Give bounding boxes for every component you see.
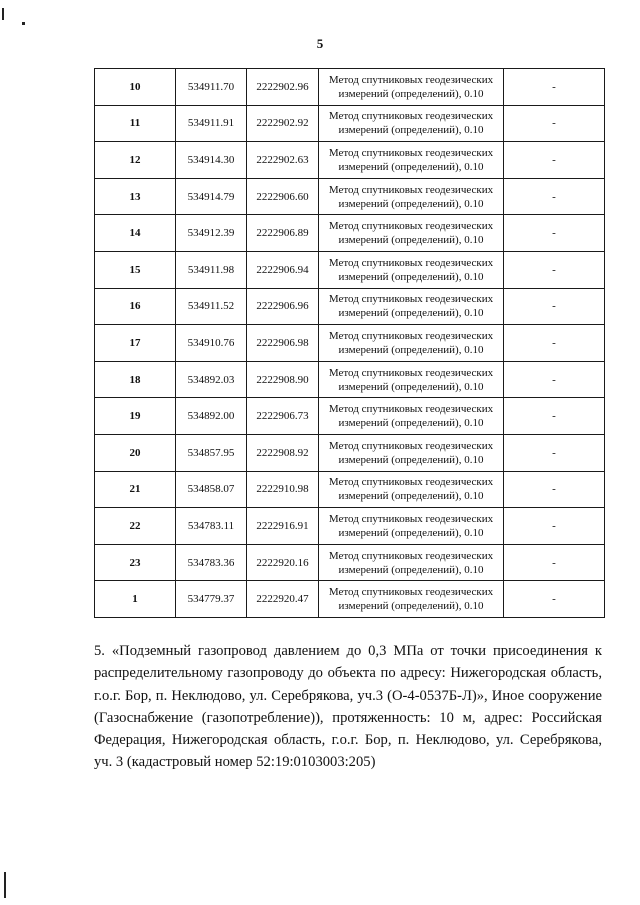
method-line-1: Метод спутниковых геодезических (328, 403, 494, 416)
method-line-2: измерений (определений), 0.10 (338, 87, 484, 100)
x-coordinate-cell: 534914.79 (176, 178, 247, 215)
method-line-1: Метод спутниковых геодезических (328, 73, 494, 86)
method-line-2: измерений (определений), 0.10 (338, 600, 484, 613)
mark-cell: - (504, 508, 605, 545)
method-line-1: Метод спутниковых геодезических (328, 146, 494, 159)
scan-edge-mark-bottom (4, 872, 6, 898)
method-cell (319, 361, 504, 398)
point-number-cell: 11 (95, 105, 176, 142)
x-coordinate-cell: 534911.70 (176, 69, 247, 106)
y-coordinate-cell: 2222902.63 (247, 142, 319, 179)
table-row (95, 544, 605, 581)
point-number-cell: 1 (95, 581, 176, 618)
y-coordinate-cell: 2222906.73 (247, 398, 319, 435)
table-row (95, 434, 605, 471)
x-coordinate-cell: 534783.36 (176, 544, 247, 581)
coordinates-table (94, 68, 605, 618)
table-row (95, 288, 605, 325)
method-line-1: Метод спутниковых геодезических (328, 293, 494, 306)
method-line-1: Метод спутниковых геодезических (328, 329, 494, 342)
y-coordinate-cell: 2222906.94 (247, 251, 319, 288)
table-row (95, 142, 605, 179)
point-number-cell: 19 (95, 398, 176, 435)
method-cell (319, 69, 504, 106)
method-line-1: Метод спутниковых геодезических (328, 476, 494, 489)
table-row (95, 325, 605, 362)
table-row (95, 508, 605, 545)
mark-cell: - (504, 215, 605, 252)
table-row (95, 581, 605, 618)
method-line-2: измерений (определений), 0.10 (338, 270, 484, 283)
x-coordinate-cell: 534914.30 (176, 142, 247, 179)
point-number-cell: 15 (95, 251, 176, 288)
mark-cell: - (504, 69, 605, 106)
mark-cell: - (504, 325, 605, 362)
y-coordinate-cell: 2222908.92 (247, 434, 319, 471)
method-cell (319, 398, 504, 435)
point-number-cell: 16 (95, 288, 176, 325)
method-cell (319, 581, 504, 618)
point-number-cell: 23 (95, 544, 176, 581)
method-cell (319, 178, 504, 215)
y-coordinate-cell: 2222916.91 (247, 508, 319, 545)
point-number-cell: 12 (95, 142, 176, 179)
method-cell (319, 471, 504, 508)
method-line-2: измерений (определений), 0.10 (338, 526, 484, 539)
method-line-1: Метод спутниковых геодезических (328, 183, 494, 196)
method-line-1: Метод спутниковых геодезических (328, 256, 494, 269)
table-row (95, 398, 605, 435)
x-coordinate-cell: 534779.37 (176, 581, 247, 618)
x-coordinate-cell: 534892.03 (176, 361, 247, 398)
point-number-cell: 21 (95, 471, 176, 508)
point-number-cell: 10 (95, 69, 176, 106)
point-number-cell: 22 (95, 508, 176, 545)
method-cell (319, 434, 504, 471)
x-coordinate-cell: 534911.98 (176, 251, 247, 288)
y-coordinate-cell: 2222902.96 (247, 69, 319, 106)
mark-cell: - (504, 105, 605, 142)
x-coordinate-cell: 534783.11 (176, 508, 247, 545)
method-cell (319, 325, 504, 362)
y-coordinate-cell: 2222920.47 (247, 581, 319, 618)
y-coordinate-cell: 2222906.89 (247, 215, 319, 252)
method-cell (319, 544, 504, 581)
mark-cell: - (504, 361, 605, 398)
y-coordinate-cell: 2222906.98 (247, 325, 319, 362)
point-number-cell: 13 (95, 178, 176, 215)
mark-cell: - (504, 251, 605, 288)
mark-cell: - (504, 581, 605, 618)
method-line-2: измерений (определений), 0.10 (338, 197, 484, 210)
method-cell (319, 251, 504, 288)
y-coordinate-cell: 2222906.96 (247, 288, 319, 325)
table-row (95, 105, 605, 142)
method-line-2: измерений (определений), 0.10 (338, 563, 484, 576)
object-description-paragraph: 5. «Подземный газопровод давлением до 0,3 МПа от точки присоединения к распределительному газопроводу до объекта по адресу: Нижегородская область, г.о.г. Бор, п. Неклюдово, ул. Серебрякова, уч.3 (О-4-0537Б-Л)», Иное сооружение (Газоснабжение (газопотребление)), протяженность: 10 м, адрес: Российская Федерация, Нижегородская область, г.о.г. Бор, п. Неклюдово, ул. Серебрякова, уч. 3 (кадастровый номер 52:19:0103003:205) (94, 643, 602, 771)
mark-cell: - (504, 142, 605, 179)
table-row (95, 251, 605, 288)
x-coordinate-cell: 534892.00 (176, 398, 247, 435)
y-coordinate-cell: 2222906.60 (247, 178, 319, 215)
method-line-1: Метод спутниковых геодезических (328, 512, 494, 525)
table-row (95, 178, 605, 215)
method-line-2: измерений (определений), 0.10 (338, 124, 484, 137)
method-line-1: Метод спутниковых геодезических (328, 586, 494, 599)
method-cell (319, 288, 504, 325)
mark-cell: - (504, 544, 605, 581)
x-coordinate-cell: 534911.91 (176, 105, 247, 142)
method-line-2: измерений (определений), 0.10 (338, 417, 484, 430)
method-line-1: Метод спутниковых геодезических (328, 110, 494, 123)
x-coordinate-cell: 534911.52 (176, 288, 247, 325)
point-number-cell: 18 (95, 361, 176, 398)
method-line-2: измерений (определений), 0.10 (338, 490, 484, 503)
method-line-2: измерений (определений), 0.10 (338, 160, 484, 173)
scan-edge-mark-top (2, 8, 4, 20)
mark-cell: - (504, 178, 605, 215)
method-cell (319, 142, 504, 179)
x-coordinate-cell: 534910.76 (176, 325, 247, 362)
table-row (95, 215, 605, 252)
coordinates-table-body (95, 69, 605, 618)
method-line-1: Метод спутниковых геодезических (328, 366, 494, 379)
mark-cell: - (504, 398, 605, 435)
y-coordinate-cell: 2222910.98 (247, 471, 319, 508)
y-coordinate-cell: 2222902.92 (247, 105, 319, 142)
method-line-1: Метод спутниковых геодезических (328, 439, 494, 452)
table-row (95, 361, 605, 398)
x-coordinate-cell: 534912.39 (176, 215, 247, 252)
method-line-2: измерений (определений), 0.10 (338, 453, 484, 466)
method-line-1: Метод спутниковых геодезических (328, 220, 494, 233)
table-row (95, 471, 605, 508)
point-number-cell: 14 (95, 215, 176, 252)
mark-cell: - (504, 434, 605, 471)
method-line-2: измерений (определений), 0.10 (338, 307, 484, 320)
y-coordinate-cell: 2222920.16 (247, 544, 319, 581)
point-number-cell: 20 (95, 434, 176, 471)
method-cell (319, 105, 504, 142)
mark-cell: - (504, 288, 605, 325)
mark-cell: - (504, 471, 605, 508)
method-line-2: измерений (определений), 0.10 (338, 380, 484, 393)
point-number-cell: 17 (95, 325, 176, 362)
method-line-2: измерений (определений), 0.10 (338, 234, 484, 247)
method-cell (319, 508, 504, 545)
y-coordinate-cell: 2222908.90 (247, 361, 319, 398)
method-cell (319, 215, 504, 252)
x-coordinate-cell: 534858.07 (176, 471, 247, 508)
method-line-1: Метод спутниковых геодезических (328, 549, 494, 562)
table-row (95, 69, 605, 106)
x-coordinate-cell: 534857.95 (176, 434, 247, 471)
page-number: 5 (316, 36, 324, 51)
scan-edge-mark-top-dot (22, 22, 25, 25)
method-line-2: измерений (определений), 0.10 (338, 343, 484, 356)
